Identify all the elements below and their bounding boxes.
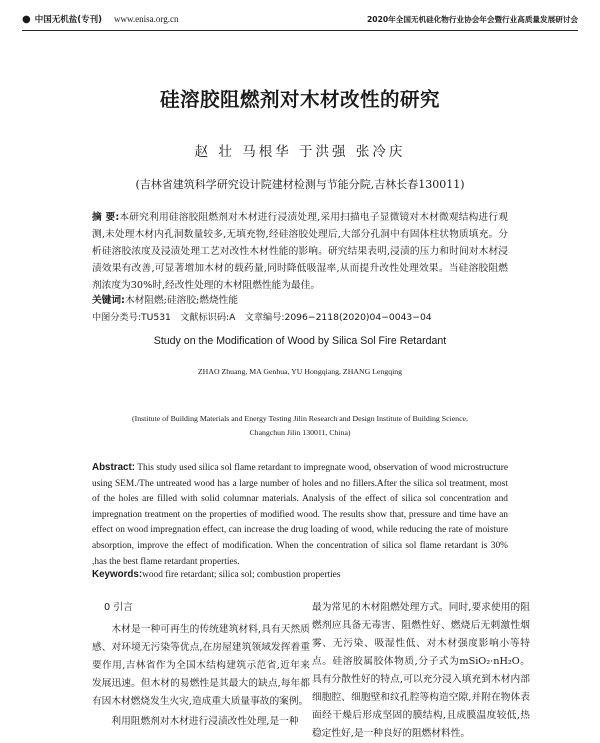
english-affiliation: (Institute of Building Materials and Energy Testing Jilin Research and Design Institute of Building Science, Changchun Jilin 130011, China) bbox=[132, 414, 468, 437]
journal-name: 中国无机盐(专刊) bbox=[34, 15, 103, 25]
abstract-zh-text: 本研究利用硅溶胶阻燃剂对木材进行浸渍处理,采用扫描电子显微镜对木材微观结构进行观测,未处理木材内孔洞数量较多,无填充物,经硅溶胶处理后,大部分孔洞中有固体柱状物质填充。分析硅溶胶浓度及浸渍处理工艺对改性木材性能的影响。研究结果表明,浸渍的压力和时间对木材浸渍效果有改善,可显著增加木材的载药量,同时降低吸湿率,从而提升改性处理效果。当硅溶胶阻燃剂浓度为30%时,经改性处理的木材阻燃性能为最佳。 bbox=[92, 212, 509, 291]
classification-line bbox=[92, 309, 508, 323]
author-list: 赵 壮 马根华 于洪强 张冷庆 bbox=[194, 144, 406, 160]
keywords-en bbox=[92, 569, 508, 580]
running-header bbox=[22, 10, 578, 28]
abstract-zh bbox=[92, 209, 508, 294]
abstract-en-text: This study used silica sol flame retardant to impregnate wood, observation of wood microstructure using SEM./The untreated wood has a large number of holes and no fillers.After the silica sol treatment, most of the holes are filled with solid columnar materials. Analysis of the effect of silica sol concentration and impregnation treatment on the properties of modified wood. The results show that, pressure and time have an effect on wood impregnation effect, can increase the drug loading of wood, while reducing the rate of moisture absorption, improve the effect of modification. When the concentration of silica sol flame retardant is 30% ,has the best flame retardant properties. bbox=[92, 463, 508, 567]
clc-number: 中图分类号:TU531 bbox=[92, 312, 171, 323]
keywords-zh-text: 木材阻燃;硅溶胶;燃烧性能 bbox=[124, 295, 239, 306]
keywords-zh bbox=[92, 292, 508, 306]
header-left bbox=[22, 13, 179, 25]
abstract-en bbox=[92, 460, 508, 570]
body-paragraph: 木材是一种可再生的传统建筑材料,具有天然质感、对环境无污染等优点,在房屋建筑领域发挥着重要作用,吉林省作为全国木结构建筑示范省,近年来发展迅速。但木材的易燃性是其最大的缺点,每年都有因木材燃烧发生火灾,造成重大质量事故的案例。 bbox=[92, 624, 310, 707]
body-paragraph: 最为常见的木材阻燃处理方式。同时,要求使用的阻燃剂应具备无毒害、阻燃性好、燃烧后无刺激性烟雾、无污染、吸湿性低、对木材强度影响小等特点。硅溶胶属胶体物质,分子式为mSiO₂·nH₂O。具有分散性好的特点,可以充分浸入填充到木材内部细胞腔、细胞壁和纹孔腔等构造空隙,并附在物体表面经干燥后形成坚固的膜结构,且成膜温度较低,热稳定性好,是一种良好的阻燃材料性。 bbox=[312, 602, 530, 739]
abstract-zh-label: 摘 要: bbox=[92, 212, 120, 223]
header-divider bbox=[22, 30, 578, 31]
keywords-en-text: wood fire retardant; silica sol; combustion properties bbox=[142, 570, 341, 580]
journal-url: www.enisa.org.cn bbox=[114, 14, 179, 24]
affiliation: (吉林省建筑科学研究设计院建材检测与节能分院,吉林长春130011) bbox=[135, 178, 465, 191]
abstract-en-label: Abstract: bbox=[92, 462, 136, 473]
conference-name: 2020年全国无机硅化物行业协会年会暨行业高质量发展研讨会 bbox=[367, 14, 578, 24]
keywords-zh-label: 关键词: bbox=[92, 295, 125, 306]
body-column-left bbox=[92, 599, 310, 731]
document-code: 文献标识码:A bbox=[180, 312, 236, 323]
english-title: Study on the Modification of Wood by Silica Sol Fire Retardant bbox=[153, 335, 447, 347]
bullet-icon: ● bbox=[22, 13, 31, 25]
body-column-right bbox=[312, 599, 530, 743]
body-paragraph: 利用阻燃剂对木材进行浸渍改性处理,是一种 bbox=[111, 716, 299, 727]
keywords-en-label: Keywords: bbox=[92, 569, 143, 580]
article-number: 文章编号:2096−2118(2020)04−0043−04 bbox=[244, 312, 432, 323]
section-heading: 0 引言 bbox=[104, 602, 133, 613]
paper-title: 硅溶胶阻燃剂对木材改性的研究 bbox=[159, 88, 440, 111]
english-authors: ZHAO Zhuang, MA Genhua, YU Hongqiang, ZHANG Lengqing bbox=[197, 367, 403, 376]
